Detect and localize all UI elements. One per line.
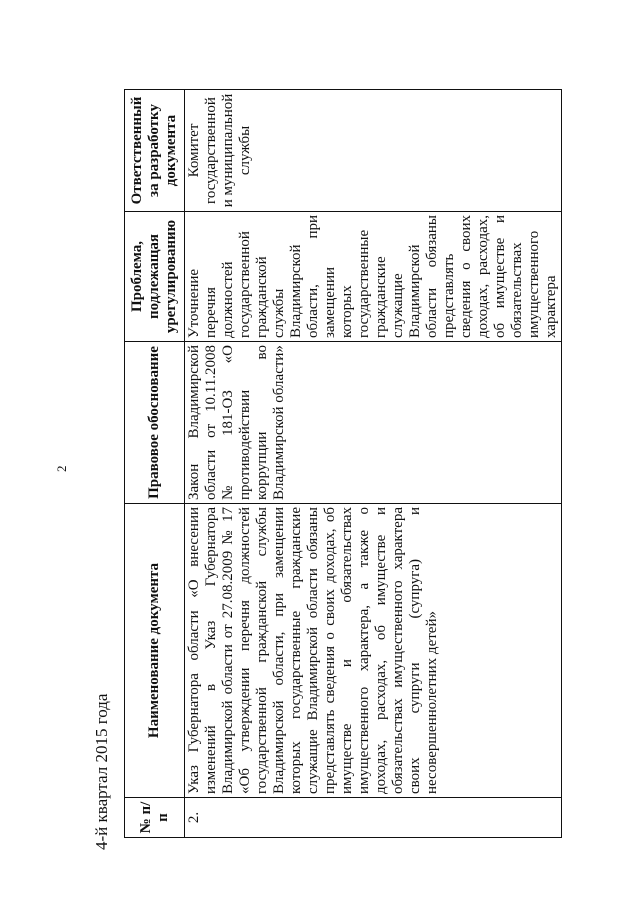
legislative-plan-table: [124, 89, 562, 838]
header-problem: Проблема, подлежащая урегулированию: [125, 212, 185, 342]
cell-responsible: Комитет государственной и муниципальной службы: [185, 90, 562, 212]
cell-document-name: Указ Губернатора области «О внесении изменений в Указ Губернатора Владимирской области от 27.08.2009 № 17 «Об утверждении перечня должностей государственной гражданской службы Владимирской области, при замещении которых государственные гражданские служащие Владимирской области обязаны представлять сведения о своих доходах, об имуществе и обязательствах имущественного характера, а также о доходах, расходах, об имуществе и обязательствах имущественного характера своих супруги (супруга) и несовершеннолетних детей»: [185, 504, 562, 798]
cell-problem: Уточнение перечня должностей государственной гражданской службы Владимирской области, при замещении которых государственные гражданские служащие Владимирской области обязаны представлять сведения о своих доходах, расходах, об имуществе и обязательствах имущественного характера: [185, 212, 562, 342]
quarter-caption: 4-й квартал 2015 года: [92, 693, 111, 850]
table-header-row: [125, 90, 185, 838]
table-row: [185, 90, 562, 838]
page-number: 2: [54, 465, 69, 472]
rotated-page: [52, 60, 612, 850]
cell-number: 2.: [185, 798, 562, 838]
cell-legal-basis: Закон Владимирской области от 10.11.2008 № 181-ОЗ «О противодействии коррупции во Владимирской области»: [185, 342, 562, 504]
header-responsible: Ответственный за разработку документа: [125, 90, 185, 212]
header-document-name: Наименование документа: [125, 504, 185, 798]
header-legal-basis: Правовое обоснование: [125, 342, 185, 504]
header-number: № п/п: [125, 798, 185, 838]
